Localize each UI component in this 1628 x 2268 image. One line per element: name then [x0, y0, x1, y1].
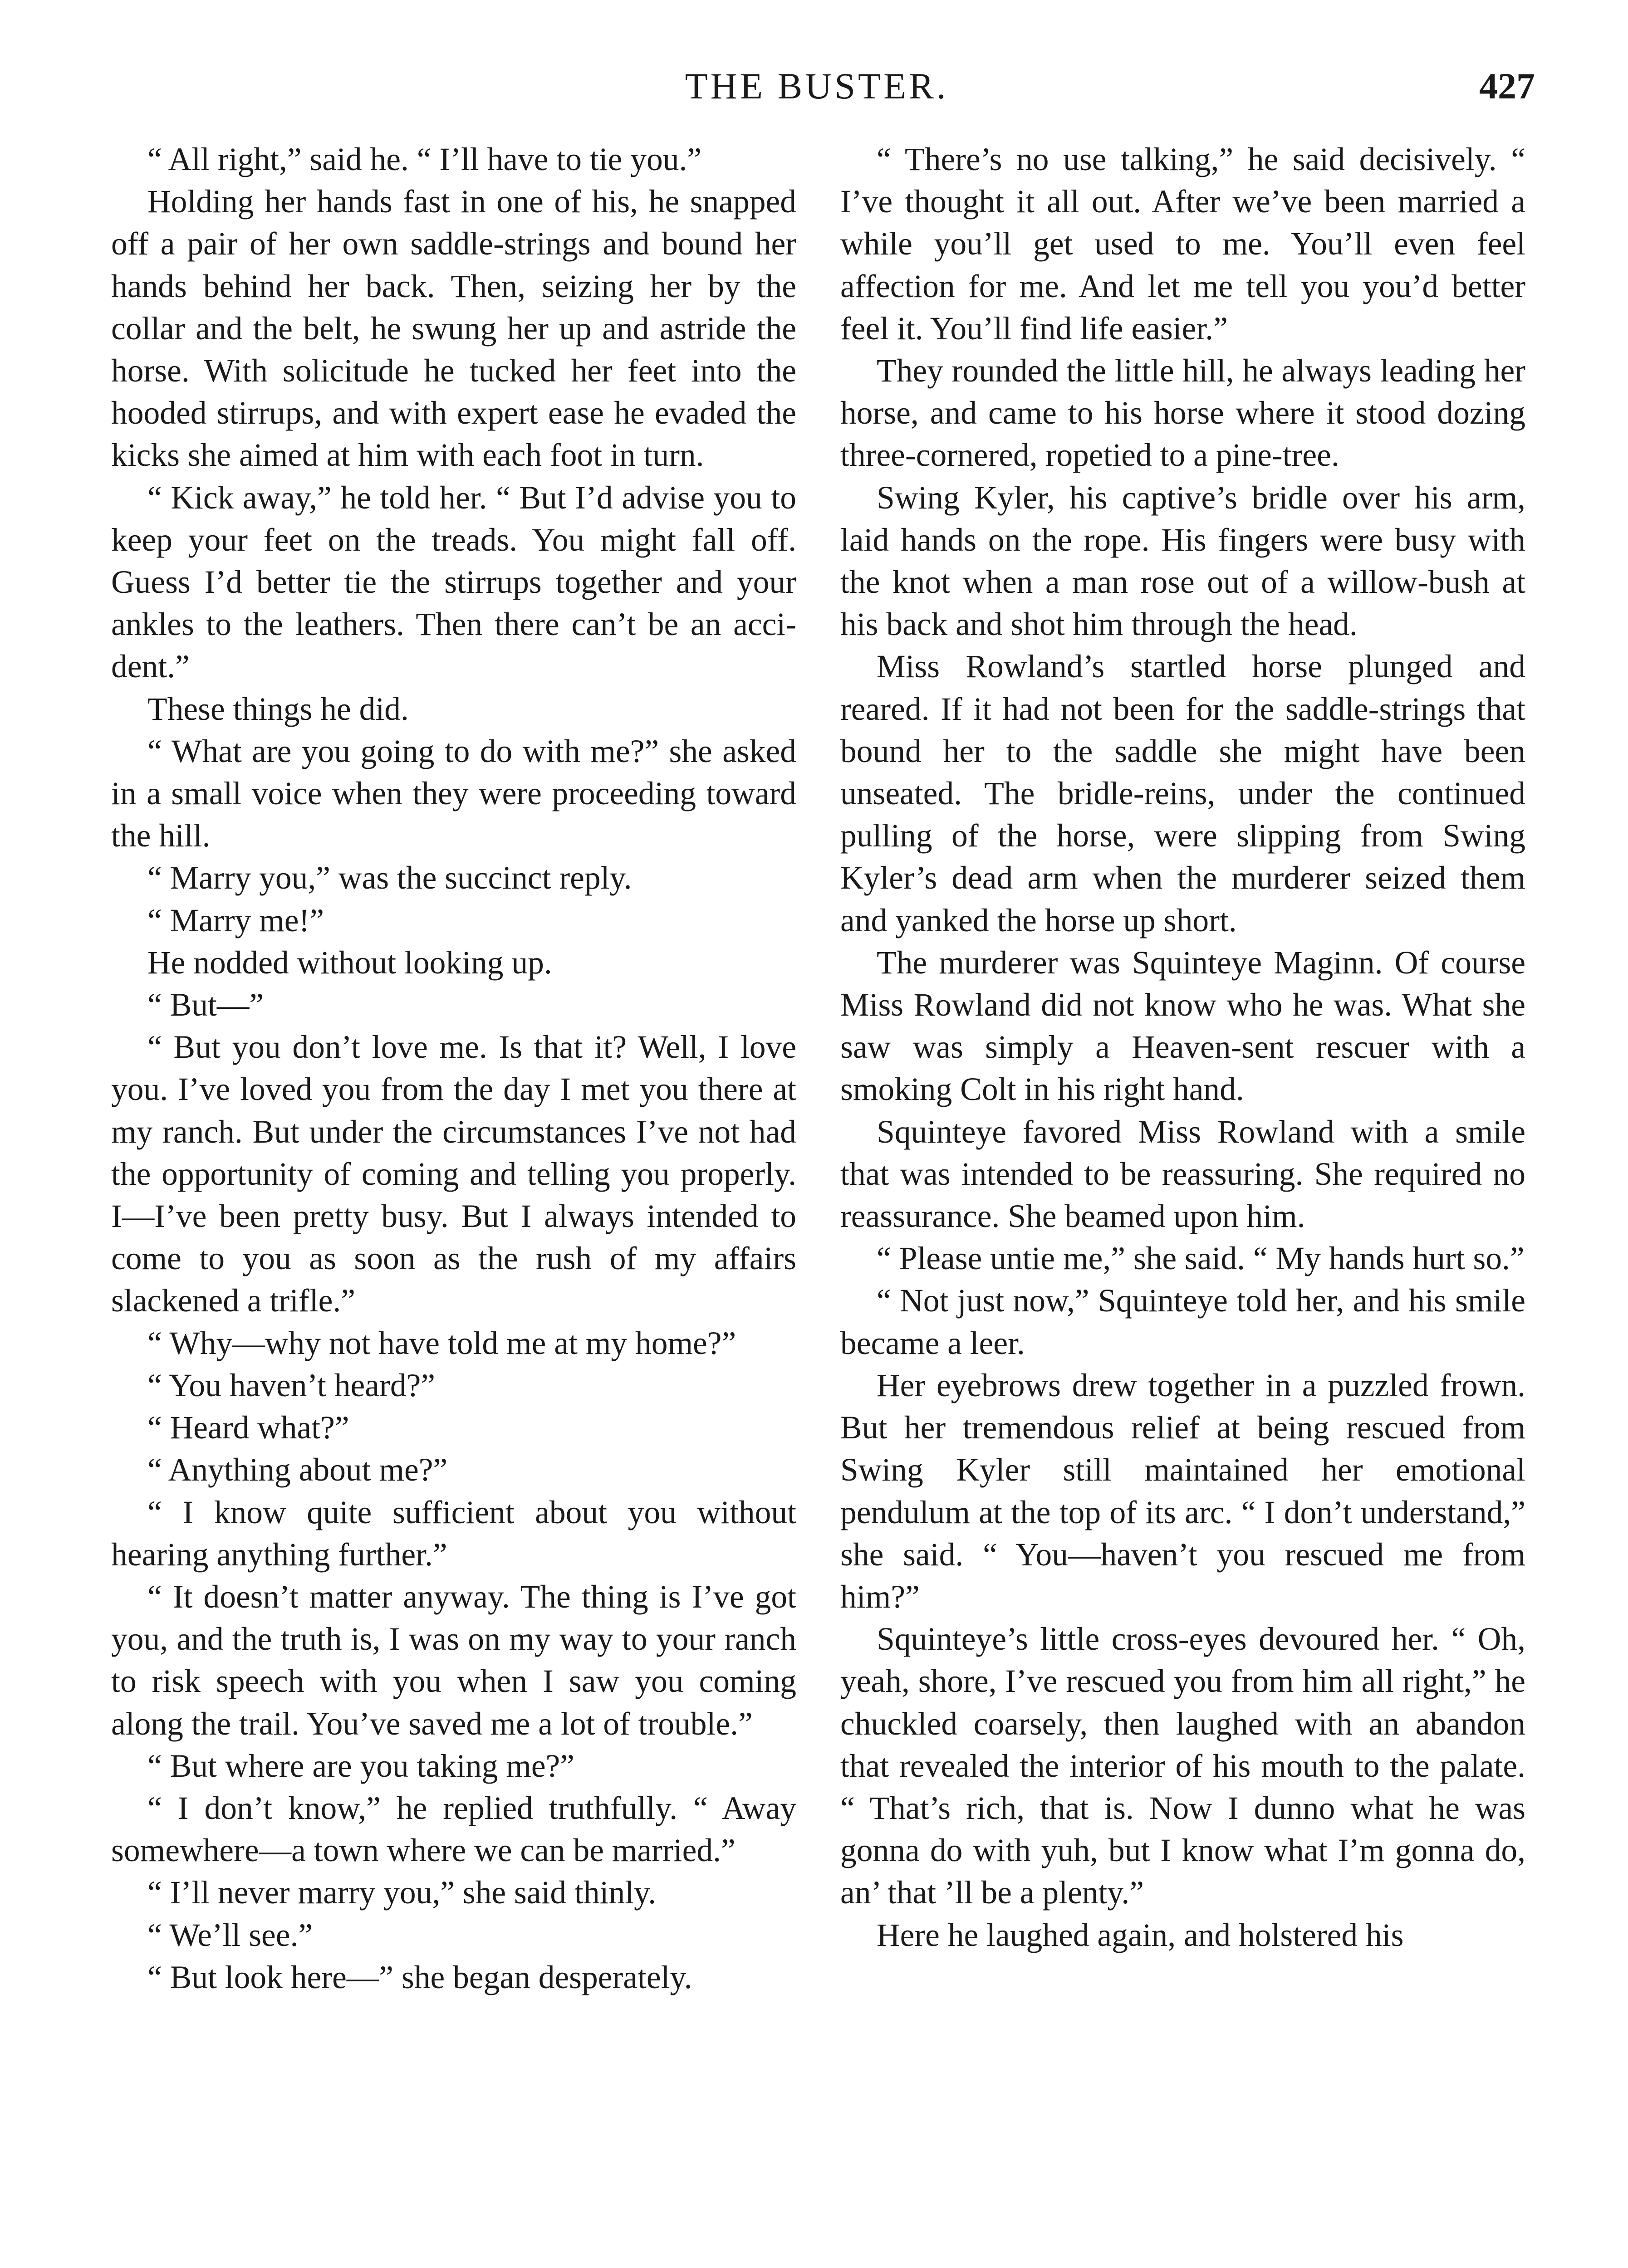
paragraph: “ I know quite sufficient about you without hearing anything further.” — [111, 1494, 796, 1573]
paragraph: “ Anything about me?” — [147, 1452, 448, 1488]
right-text-column — [840, 138, 1525, 1956]
page-header — [0, 59, 1628, 113]
paragraph: “ Please untie me,” she said. “ My hands hurt so.” — [877, 1241, 1525, 1277]
paragraph: These things he did. — [147, 691, 409, 727]
paragraph: “ Marry you,” was the succinct reply. — [147, 860, 632, 896]
paragraph: “ Why—why not have told me at my home?” — [147, 1325, 736, 1361]
running-title: THE BUSTER. — [685, 65, 949, 107]
paragraph: “ But—” — [147, 987, 264, 1023]
paragraph: “ I don’t know,” he replied truthfully. “ Away somewhere—a town where we can be married.” — [111, 1790, 796, 1869]
paragraph: “ It doesn’t matter anyway. The thing is I’ve got you, and the truth is, I was on my way to your ranch to risk speech with you when I saw you coming along the trail. You’ve saved me a lot of trouble.” — [111, 1579, 796, 1742]
paragraph: “ But look here—” she began desperately. — [147, 1959, 692, 1995]
paragraph: Her eyebrows drew together in a puzzled frown. But her tremendous relief at being rescued from Swing Kyler still maintained her emotional pendulum at the top of its arc. “ I don’t understand,” she said. “ You—haven’t you rescued me from him?” — [840, 1367, 1525, 1615]
paragraph: He nodded without looking up. — [147, 944, 552, 981]
left-text-column — [111, 138, 796, 1999]
paragraph: “ I’ll never marry you,” she said thinly. — [147, 1875, 657, 1911]
paragraph: “ We’ll see.” — [147, 1917, 313, 1953]
paragraph: “ But you don’t love me. Is that it? Well, I love you. I’ve loved you from the day I met you there at my ranch. But under the circumstances I’ve not had the opportunity of coming and telling you properly. I—I’ve been pretty busy. But I always intended to come to you as soon as the rush of my affairs slackened a trifle.” — [111, 1029, 796, 1319]
paragraph: Swing Kyler, his captive’s bridle over his arm, laid hands on the rope. His fingers were busy with the knot when a man rose out of a willow-bush at his back and shot him through the head. — [840, 479, 1525, 643]
paragraph: “ Heard what?” — [147, 1410, 349, 1446]
paragraph: Holding her hands fast in one of his, he snapped off a pair of her own saddle-strings and bound her hands behind her back. Then, seizing her by the collar and the belt, he swung her up and astride the horse. With solicitude he tucked her feet into the hooded stirrups, and with expert ease he evaded the kicks she aimed at him with each foot in turn. — [111, 184, 796, 474]
paragraph: “ Kick away,” he told her. “ But I’d advise you to keep your feet on the treads. You might fall off. Guess I’d better tie the stirrups together and your ankles to the leathers. Then there can’t be an accident.” — [111, 479, 796, 685]
paragraph: Miss Rowland’s startled horse plunged and reared. If it had not been for the saddle-strings that bound her to the saddle she might have been unseated. The bridle-reins, under the continued pulling of the horse, were slipping from Swing Kyler’s dead arm when the murderer seized them and yanked the horse up short. — [840, 649, 1525, 938]
paragraph: Here he laughed again, and holstered his — [877, 1917, 1404, 1953]
paragraph: “ What are you going to do with me?” she asked in a small voice when they were proceeding toward the hill. — [111, 733, 796, 854]
paragraph: “ There’s no use talking,” he said decisively. “ I’ve thought it all out. After we’ve been married a while you’ll get used to me. You’ll even feel affection for me. And let me tell you you’d better feel it. You’ll find life easier.” — [840, 142, 1525, 347]
paragraph: Squinteye favored Miss Rowland with a smile that was intended to be reassuring. She required no reassurance. She beamed upon him. — [840, 1114, 1525, 1235]
paragraph: They rounded the little hill, he always leading her horse, and came to his horse where it stood dozing three-cornered, ropetied to a pine-tree. — [840, 353, 1525, 474]
paragraph: “ But where are you taking me?” — [147, 1748, 575, 1784]
paragraph: “ Not just now,” Squinteye told her, and his smile became a leer. — [840, 1283, 1525, 1361]
paragraph: “ You haven’t heard?” — [147, 1367, 436, 1403]
paragraph: “ All right,” said he. “ I’ll have to tie you.” — [147, 142, 702, 177]
paragraph: The murderer was Squinteye Maginn. Of course Miss Rowland did not know who he was. What she saw was simply a Heaven-sent rescuer with a smoking Colt in his right hand. — [840, 944, 1525, 1108]
page-number: 427 — [1479, 65, 1535, 107]
paragraph: “ Marry me!” — [147, 902, 324, 938]
paragraph: Squinteye’s little cross-eyes devoured her. “ Oh, yeah, shore, I’ve rescued you from him all right,” he chuckled coarsely, then laughed with an abandon that revealed the interior of his mouth to the palate. “ That’s rich, that is. Now I dunno what he was gonna do with yuh, but I know what I’m gonna do, an’ that ’ll be a plenty.” — [840, 1621, 1525, 1911]
